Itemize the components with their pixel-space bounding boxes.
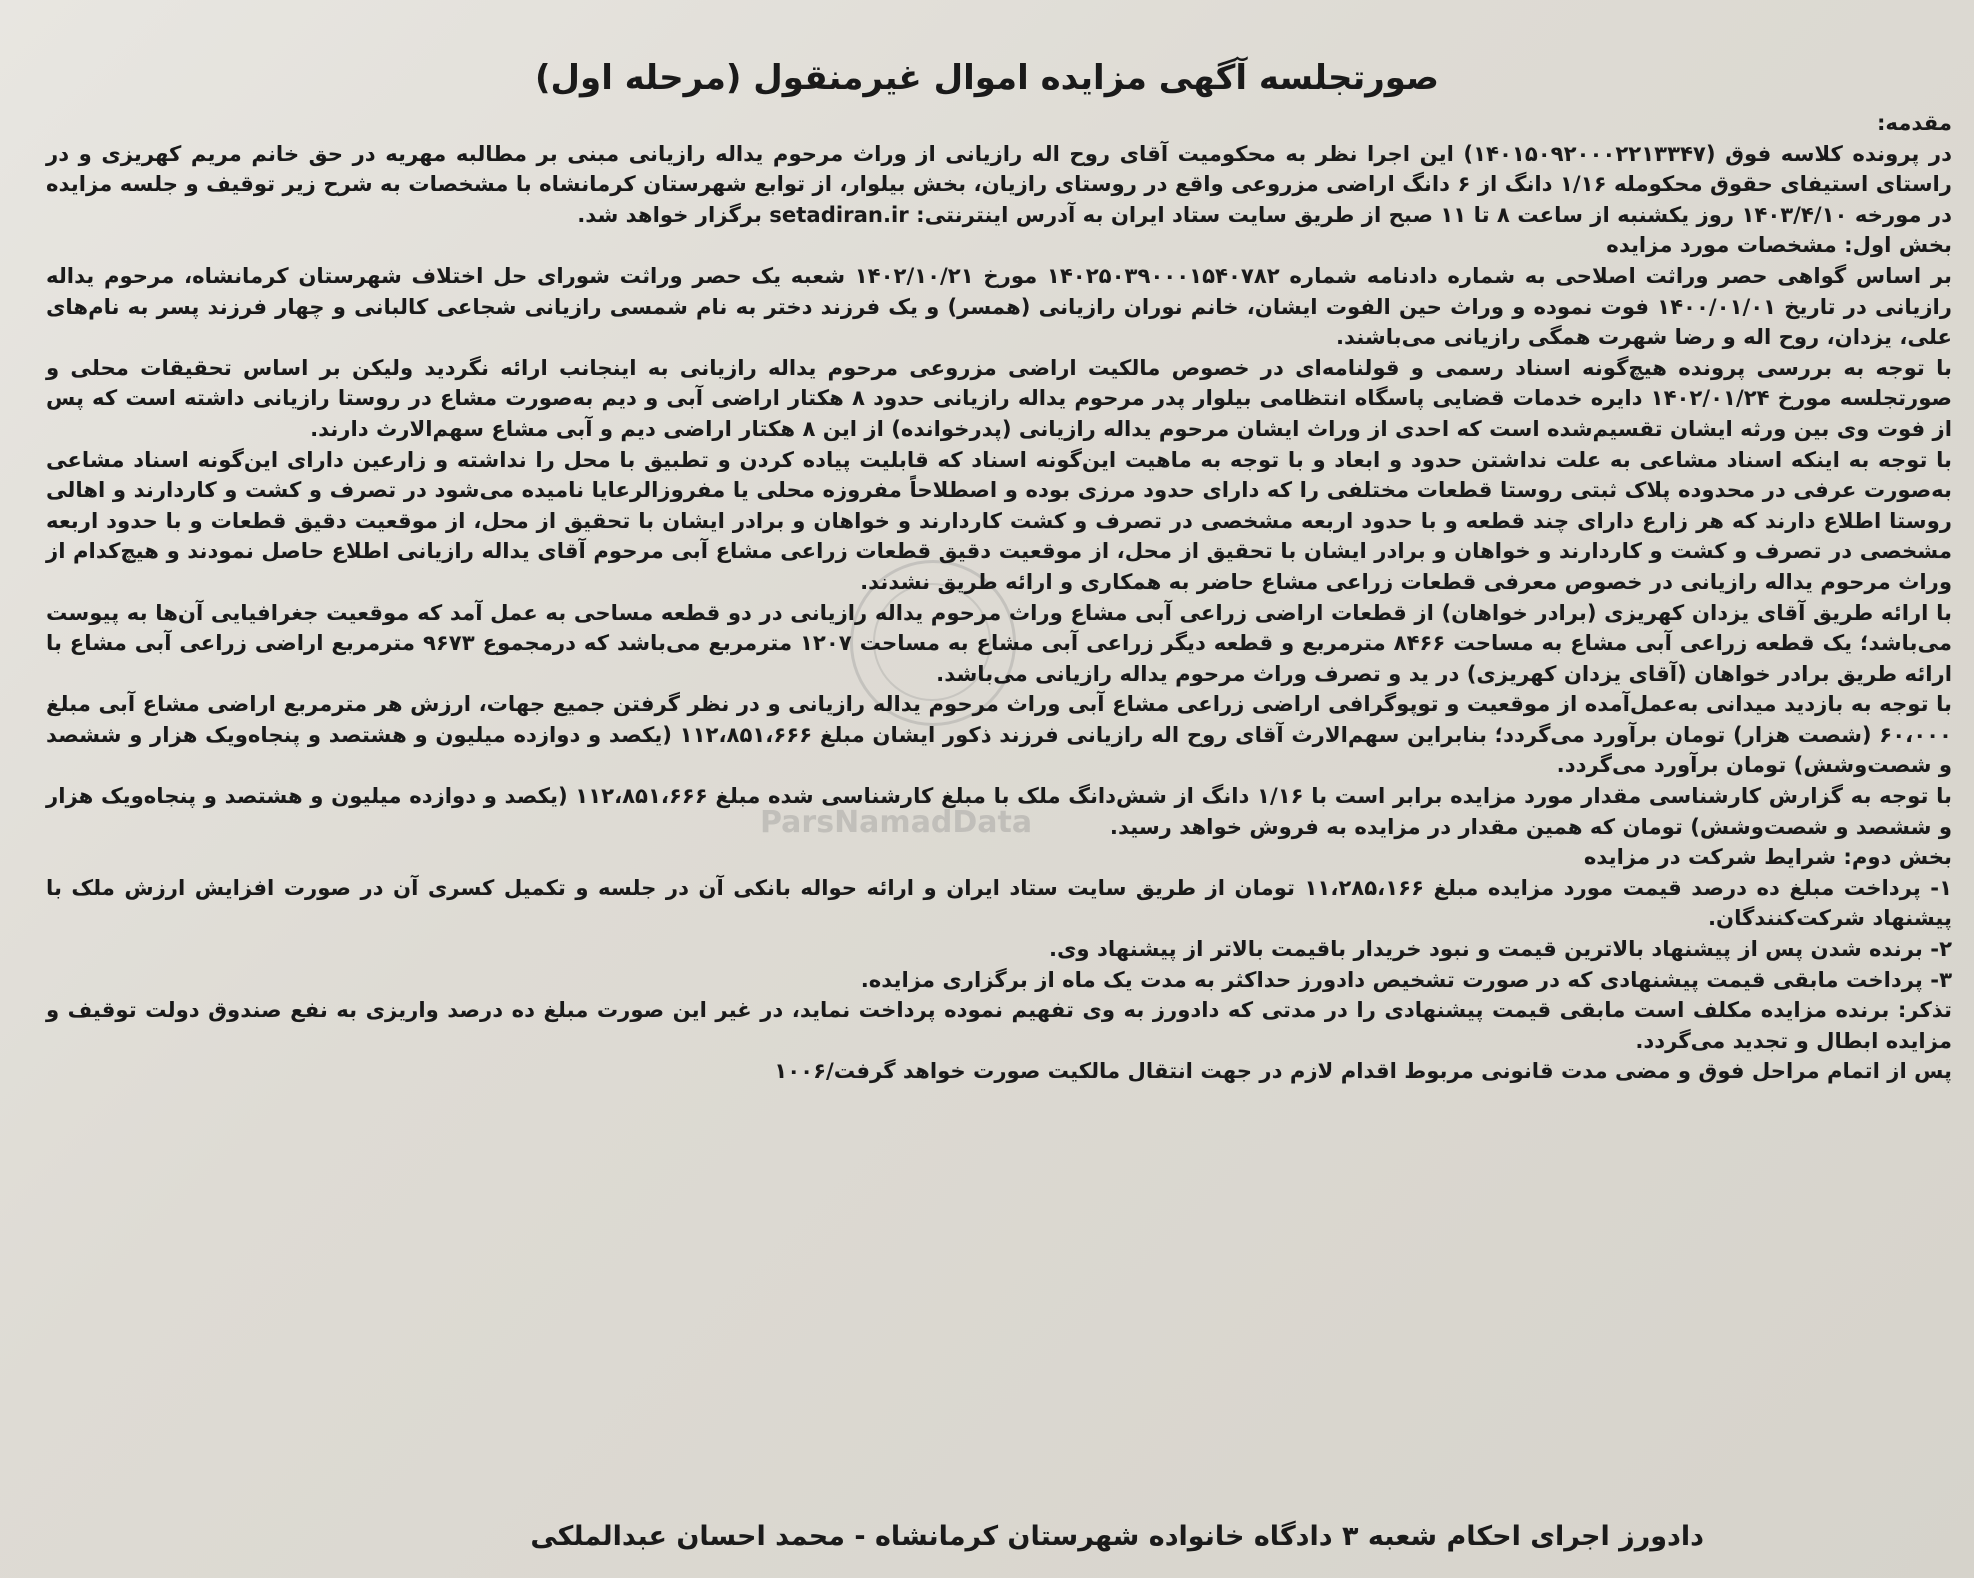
watermark: ParsNamadData	[760, 805, 1033, 840]
section1-paragraph: با توجه به بازدید میدانی به‌عمل‌آمده از موقعیت و توپوگرافی اراضی زراعی مشاع آبی وراث مرحوم یداله رازیانی و در نظر گرفتن جمیع جهات، ارزش هر مترمربع اراضی مشاع آبی مبلغ ۶۰،۰۰۰ (شصت هزار) تومان برآورد می‌گردد؛ بنابراین سهم‌الارث آقای روح اله رازیانی فرزند ذکور ایشان مبلغ ۱۱۲،۸۵۱،۶۶۶ (یکصد و دوازده میلیون و هشتصد و پنجاه‌ویک هزار و ششصد و شصت‌وشش) تومان برآورد می‌گردد.	[46, 691, 1952, 778]
intro-text-1: در پرونده کلاسه فوق (۱۴۰۱۵۰۹۲۰۰۰۲۲۱۳۳۴۷) این اجرا نظر به محکومیت آقای روح اله رازیانی از وراث مرحوم یداله رازیانی مبنی بر مطالبه مهریه در حق خانم مریم کهریزی و در راستای استیفای حقوق محکومله ۱/۱۶ دانگ از ۶ دانگ اراضی مزروعی واقع در روستای رازیان، بخش بیلوار، از توابع شهرستان کرمانشاه با مشخصات به شرح زیر توقیف و جلسه مزایده در مورخه ۱۴۰۳/۴/۱۰ روز یکشنبه از ساعت ۸ تا ۱۱ صبح از طریق سایت ستاد ایران به آدرس اینترنتی:	[46, 140, 1953, 227]
intro-text-2: برگزار خواهد شد.	[577, 201, 762, 227]
signature-line: دادورز اجرای احکام شعبه ۳ دادگاه خانواده شهرستان کرمانشاه - محمد احسان عبدالملکی	[530, 1521, 1704, 1552]
section2-item: ۳- پرداخت مابقی قیمت پیشنهادی که در صورت تشخیص دادورز حداکثر به مدت یک ماه از برگزاری مزایده.	[860, 966, 1952, 992]
notice-body	[46, 108, 1952, 1087]
intro-site-link: setadiran.ir	[769, 201, 909, 227]
section1-paragraph: با ارائه طریق آقای یزدان کهریزی (برادر خواهان) از قطعات اراضی زراعی آبی مشاع وراث مرحوم یداله رازیانی در دو قطعه مساحی به عمل آمد که موقعیت جغرافیایی آن‌ها به پیوست می‌باشد؛ یک قطعه زراعی آبی مشاع به مساحت ۸۴۶۶ مترمربع و قطعه دیگر زراعی آبی مشاع به مساحت ۱۲۰۷ مترمربع می‌باشد که درمجموع ۹۶۷۳ مترمربع اراضی زراعی آبی مشاع با ارائه طریق برادر خواهان (آقای یزدان کهریزی) در ید و تصرف وراث مرحوم یداله رازیانی می‌باشد.	[46, 599, 1952, 686]
final-paragraph: پس از اتمام مراحل فوق و مضی مدت قانونی مربوط اقدام لازم در جهت انتقال مالکیت صورت خواهد گرفت/۱۰۰۶	[774, 1058, 1952, 1084]
section1-paragraph: با توجه به اینکه اسناد مشاعی به علت نداشتن حدود و ابعاد و با توجه به ماهیت این‌گونه اسناد که قابلیت پیاده کردن و تطبیق با محل را نداشته و زارعین دارای این‌گونه اسناد مشاعی به‌صورت عرفی در محدوده پلاک ثبتی روستا قطعات مختلفی را که دارای حدود مرزی بوده و اصطلاحاً مفروزه محلی یا مفروزالرعایا نامیده می‌شود در تصرف و کشت و کاردارند و اهالی روستا اطلاع دارند که هر زارع دارای چند قطعه و با حدود اربعه مشخصی در تصرف و کشت کاردارند و خواهان و برادر ایشان با تحقیق از محل، از موقعیت دقیق قطعات و با حدود اربعه مشخصی در تصرف و کشت و کاردارند و خواهان و برادر ایشان با تحقیق از محل، از موقعیت دقیق قطعات زراعی مشاع آبی مرحوم آقای یداله رازیانی اطلاع حاصل نمودند و هیچ‌کدام از وراث مرحوم یداله رازیانی در خصوص معرفی قطعات زراعی مشاع حاضر به همکاری و ارائه طریق نشدند.	[46, 446, 1952, 594]
section1-paragraph: بر اساس گواهی حصر وراثت اصلاحی به شماره دادنامه شماره ۱۴۰۲۵۰۳۹۰۰۰۱۵۴۰۷۸۲ مورخ ۱۴۰۲/۱۰/۲۱ شعبه یک حصر وراثت شورای حل اختلاف شهرستان کرمانشاه، مرحوم یداله رازیانی در تاریخ ۱۴۰۰/۰۱/۰۱ فوت نموده و وراث حین الفوت ایشان، خانم نوران رازیانی (همسر) و یک فرزند دختر به نام شمسی رازیانی شجاعی کالبانی و چهار فرزند پسر به نام‌های علی، یزدان، روح اله و رضا شهرت همگی رازیانی می‌باشند.	[46, 262, 1952, 350]
section2-item: ۲- برنده شدن پس از پیشنهاد بالاترین قیمت و نبود خریدار باقیمت بالاتر از پیشنهاد وی.	[1048, 936, 1952, 962]
section1-heading: بخش اول: مشخصات مورد مزایده	[1606, 232, 1952, 258]
page-title: صورتجلسه آگهی مزایده اموال غیرمنقول (مرحله اول)	[535, 58, 1439, 98]
intro-heading: مقدمه:	[1876, 110, 1952, 135]
intro-paragraph	[46, 139, 1952, 231]
section2-heading: بخش دوم: شرایط شرکت در مزایده	[1583, 844, 1952, 870]
note-paragraph: تذکر: برنده مزایده مکلف است مابقی قیمت پیشنهادی را در مدتی که دادورز به وی تفهیم نموده پرداخت نماید، در غیر این صورت مبلغ ده درصد واریزی به نفع صندوق دولت توقیف و مزایده ابطال و تجدید می‌گردد.	[46, 997, 1952, 1053]
section1-paragraph: با توجه به گزارش کارشناسی مقدار مورد مزایده برابر است با ۱/۱۶ دانگ از شش‌دانگ ملک با مبلغ کارشناسی شده مبلغ ۱۱۲،۸۵۱،۶۶۶ (یکصد و دوازده میلیون و هشتصد و پنجاه‌ویک هزار و ششصد و شصت‌وشش) تومان که همین مقدار در مزایده به فروش خواهد رسید.	[46, 783, 1952, 839]
section1-paragraph: با توجه به بررسی پرونده هیچ‌گونه اسناد رسمی و قولنامه‌ای در خصوص مالکیت اراضی مزروعی مرحوم یداله رازیانی به اینجانب ارائه نگردید ولیکن بر اساس تحقیقات محلی و صورتجلسه مورخ ۱۴۰۲/۰۱/۲۴ دایره خدمات قضایی پاسگاه انتظامی بیلوار پدر مرحوم یداله رازیانی حدود ۸ هکتار اراضی آبی و دیم به‌صورت مشاع در روستا رازیانی داشته است که پس از فوت وی بین ورثه ایشان تقسیم‌شده است که احدی از وراث ایشان مرحوم یداله رازیانی (پدرخوانده) از این ۸ هکتار اراضی دیم و آبی مشاع سهم‌الارث دارند.	[46, 354, 1952, 441]
section2-item: ۱- پرداخت مبلغ ده درصد قیمت مورد مزایده مبلغ ۱۱،۲۸۵،۱۶۶ تومان از طریق سایت ستاد ایران و ارائه حواله بانکی آن در جلسه و تکمیل کسری آن در صورت افزایش ارزش ملک با پیشنهاد شرکت‌کنندگان.	[46, 874, 1952, 931]
